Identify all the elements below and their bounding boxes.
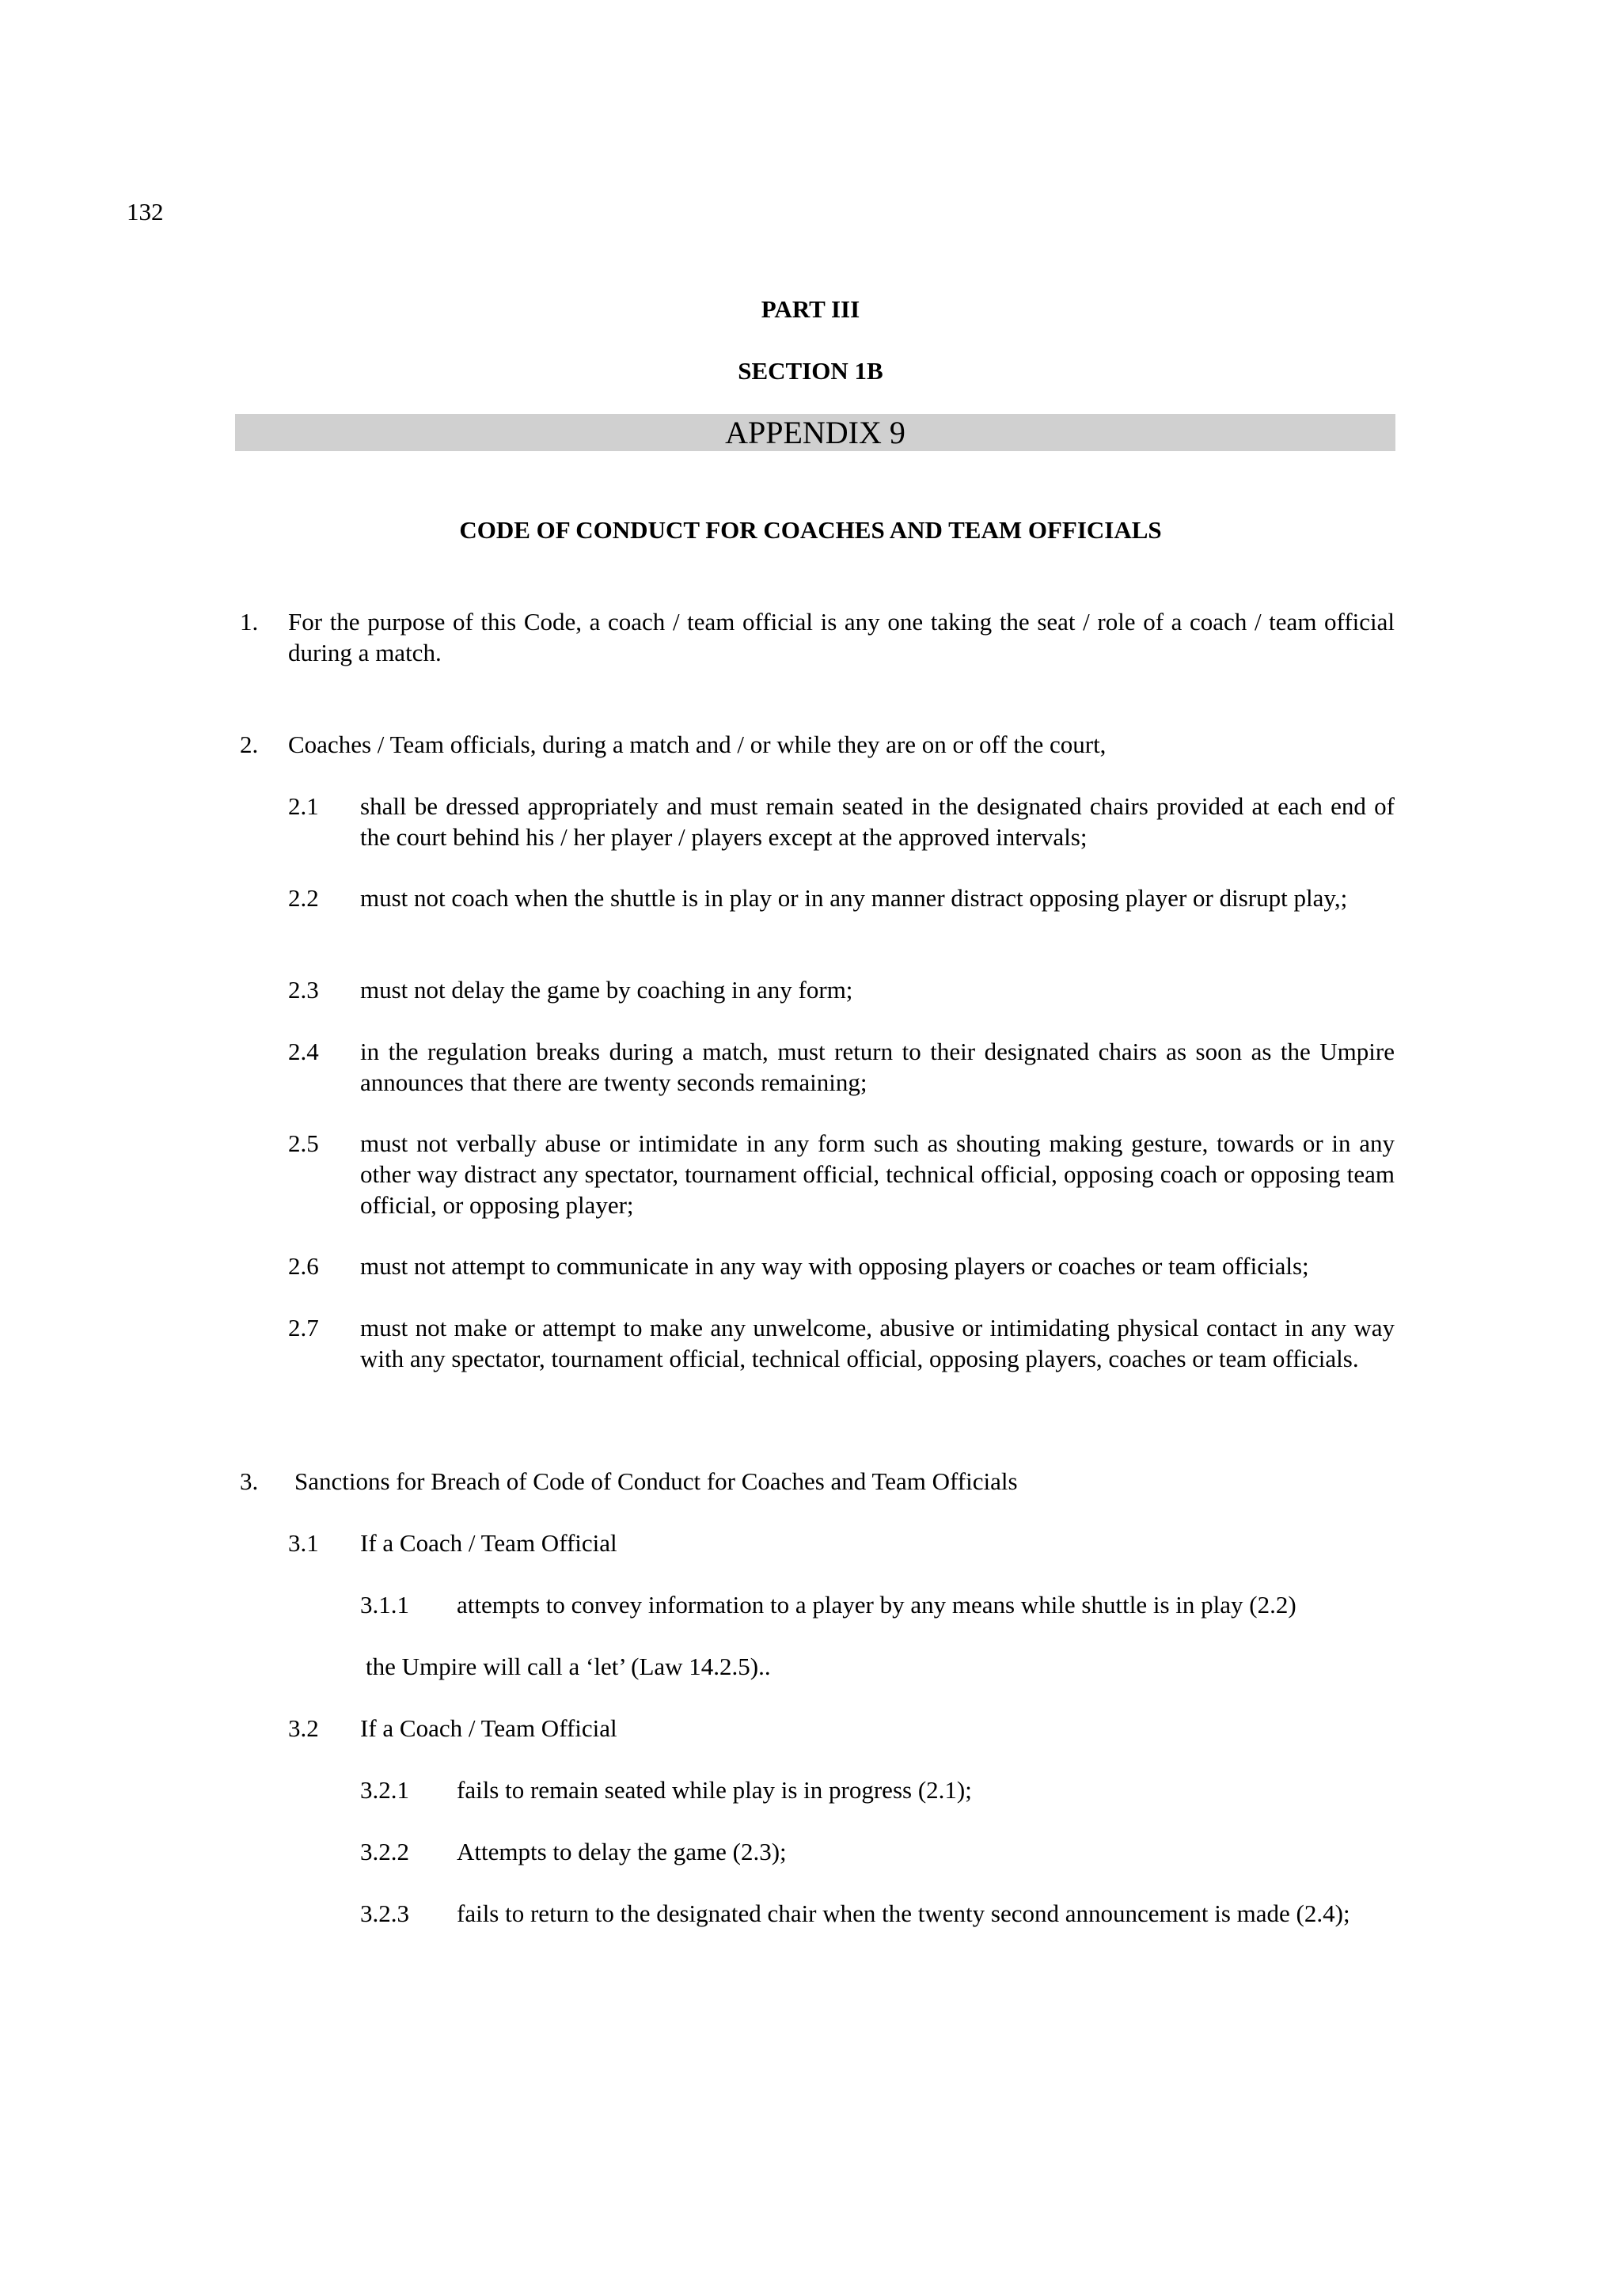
item-2-number: 2.: [240, 731, 259, 758]
sub-2-6-number: 2.6: [288, 1252, 319, 1280]
item-1-text: For the purpose of this Code, a coach / team official is any one taking the seat / role of a coach / team official during a match.: [288, 608, 1395, 666]
sub-3-1-number: 3.1: [288, 1529, 319, 1557]
code-title: CODE OF CONDUCT FOR COACHES AND TEAM OFFICIALS: [459, 516, 1162, 544]
sub-2-1-text: shall be dressed appropriately and must remain seated in the designated chairs provided at each end of the court behind his / her player / players except at the approved intervals;: [360, 792, 1395, 851]
sub-2-4-number: 2.4: [288, 1038, 319, 1065]
part-heading: PART III: [761, 295, 860, 323]
sub-2-7-number: 2.7: [288, 1314, 319, 1342]
sub-2-3-text: must not delay the game by coaching in any form;: [360, 976, 853, 1004]
sub-3-2-number: 3.2: [288, 1714, 319, 1742]
item-3-text: Sanctions for Breach of Code of Conduct for Coaches and Team Officials: [294, 1467, 1018, 1495]
item-3-number: 3.: [240, 1467, 259, 1495]
sub-3-2-1-number: 3.2.1: [360, 1776, 409, 1804]
sub-3-1-text: If a Coach / Team Official: [360, 1529, 617, 1557]
sub-2-6-text: must not attempt to communicate in any way with opposing players or coaches or team officials;: [360, 1252, 1309, 1280]
sub-3-2-text: If a Coach / Team Official: [360, 1714, 617, 1742]
sub-2-1-number: 2.1: [288, 792, 319, 820]
sub-3-2-2-text: Attempts to delay the game (2.3);: [457, 1838, 787, 1865]
sub-2-2-text: must not coach when the shuttle is in play or in any manner distract opposing player or disrupt play,;: [360, 884, 1348, 912]
sub-2-2-number: 2.2: [288, 884, 319, 912]
sub-3-2-1-text: fails to remain seated while play is in progress (2.1);: [457, 1776, 972, 1804]
appendix-title: APPENDIX 9: [725, 415, 905, 450]
sub-3-2-2-number: 3.2.2: [360, 1838, 409, 1865]
sub-3-1-1-text: attempts to convey information to a player by any means while shuttle is in play (2.2): [457, 1591, 1296, 1619]
sub-2-3-number: 2.3: [288, 976, 319, 1004]
item-1-number: 1.: [240, 608, 259, 636]
page-number: 132: [127, 198, 164, 226]
sub-3-2-3-text: fails to return to the designated chair when the twenty second announcement is made (2.4);: [457, 1899, 1350, 1927]
sub-2-5-text: must not verbally abuse or intimidate in any form such as shouting making gesture, towards or in any other way distract any spectator, tournament official, technical official, opposing coach or opposing team official, or opposing player;: [360, 1129, 1395, 1219]
sub-2-7-text: must not make or attempt to make any unwelcome, abusive or intimidating physical contact in any way with any spectator, tournament official, technical official, opposing players, coaches or team officials.: [360, 1314, 1395, 1372]
section-heading: SECTION 1B: [738, 357, 883, 385]
sub-3-1-1-number: 3.1.1: [360, 1591, 409, 1619]
item-2-text: Coaches / Team officials, during a match and / or while they are on or off the court,: [288, 731, 1107, 758]
sub-3-1-result: the Umpire will call a ‘let’ (Law 14.2.5)..: [366, 1653, 771, 1680]
sub-2-4-text: in the regulation breaks during a match, must return to their designated chairs as soon as the Umpire announces that there are twenty seconds remaining;: [360, 1038, 1395, 1096]
sub-3-2-3-number: 3.2.3: [360, 1899, 409, 1927]
sub-2-5-number: 2.5: [288, 1129, 319, 1157]
